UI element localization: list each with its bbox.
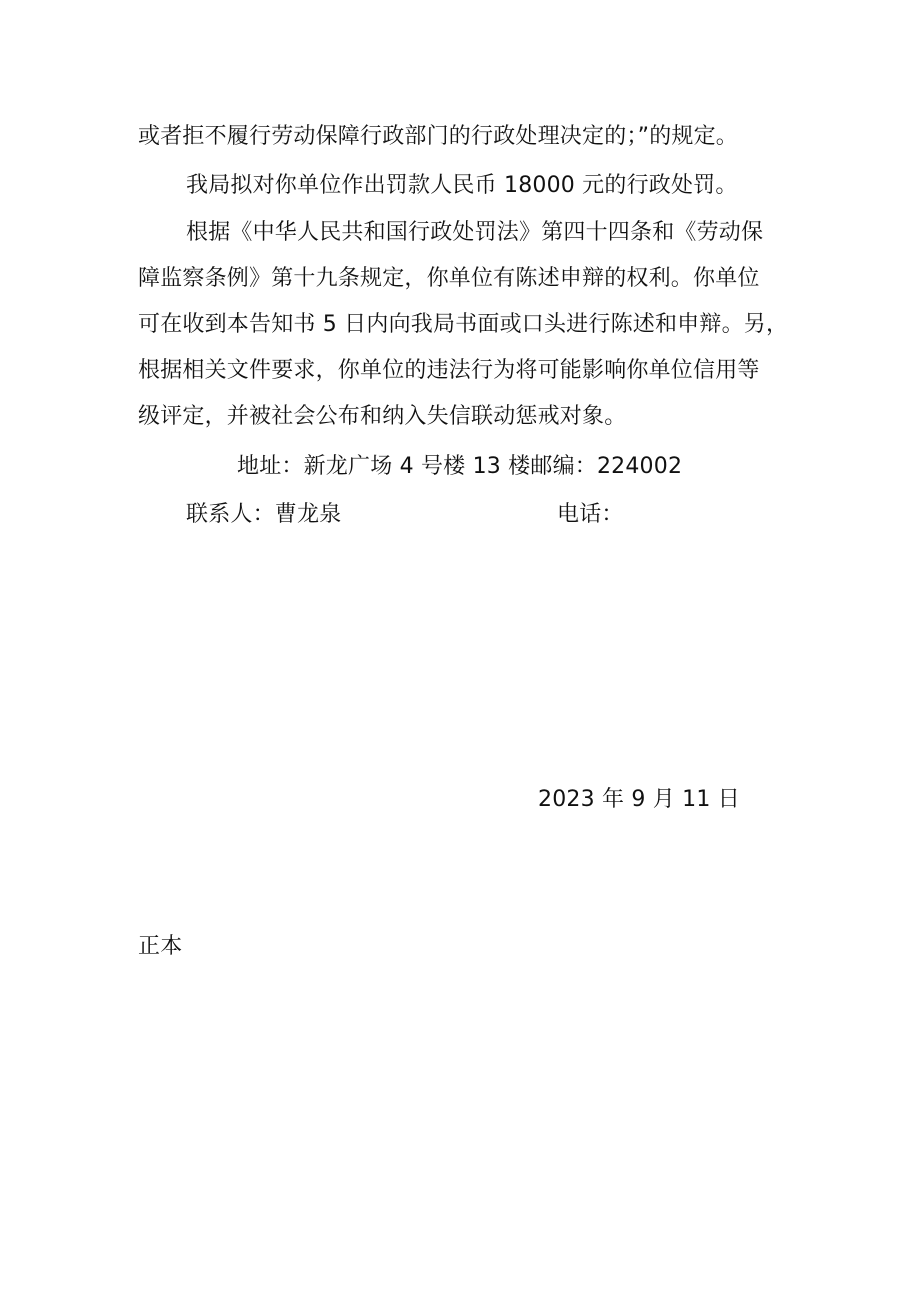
copy-label: 正本 — [138, 934, 183, 959]
contact-phone: 电话： — [557, 502, 624, 527]
paragraph-2-line-1: 我局拟对你单位作出罚款人民币 18000 元的行政处罚。 — [186, 173, 738, 198]
address-line: 地址：新龙广场 4 号楼 13 楼邮编：224002 — [237, 454, 683, 479]
paragraph-3-line-5: 级评定，并被社会公布和纳入失信联动惩戒对象。 — [138, 404, 627, 429]
paragraph-1-line-1: 或者拒不履行劳动保障行政部门的行政处理决定的；”的规定。 — [138, 124, 738, 149]
document-date: 2023 年 9 月 11 日 — [538, 787, 740, 812]
contact-person: 联系人：曹龙泉 — [186, 502, 342, 527]
paragraph-3-line-2: 障监察条例》第十九条规定，你单位有陈述申辩的权利。你单位 — [138, 266, 760, 291]
paragraph-3-line-3: 可在收到本告知书 5 日内向我局书面或口头进行陈述和申辩。另， — [138, 312, 789, 337]
paragraph-3-line-1: 根据《中华人民共和国行政处罚法》第四十四条和《劳动保 — [186, 220, 764, 245]
paragraph-3-line-4: 根据相关文件要求，你单位的违法行为将可能影响你单位信用等 — [138, 358, 760, 383]
